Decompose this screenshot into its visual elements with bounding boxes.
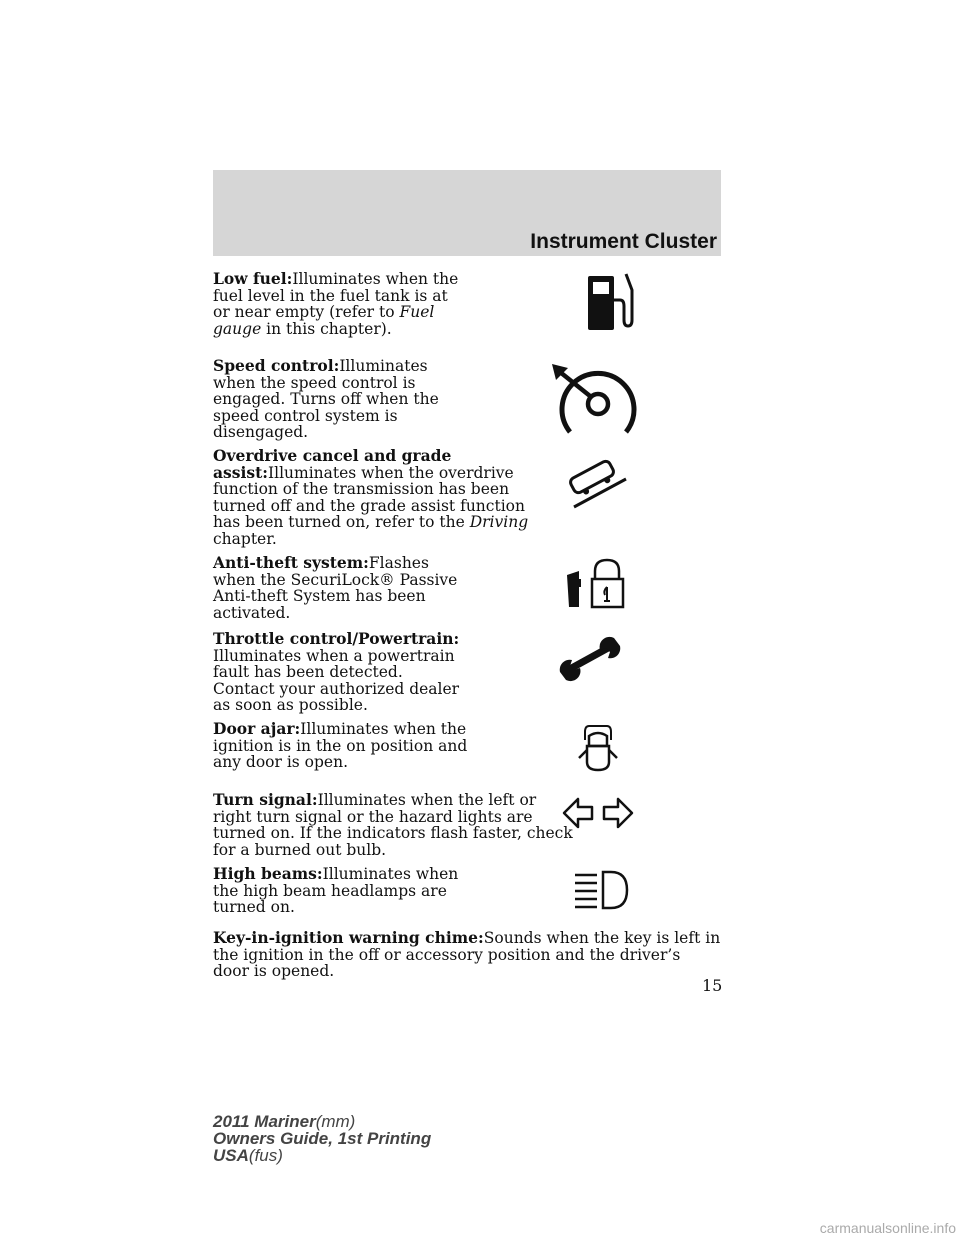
entry-throttle-control bbox=[213, 631, 468, 714]
entry-term: Throttle control/Powertrain: bbox=[213, 629, 460, 648]
entry-reference: Fuel gauge bbox=[213, 303, 435, 338]
wrench-icon bbox=[556, 634, 624, 682]
section-title: Instrument Cluster bbox=[530, 230, 717, 253]
turn-signal-icon bbox=[562, 796, 634, 830]
entry-speed-control bbox=[213, 358, 468, 441]
fuel-pump-icon bbox=[586, 270, 638, 332]
entry-term: Low fuel: bbox=[213, 269, 293, 288]
footer-market: USA bbox=[213, 1146, 249, 1165]
entry-term: Key-in-ignition warning chime: bbox=[213, 928, 484, 947]
entry-text: Illuminates when the fuel level in the fuel tank is at or near empty (refer to bbox=[213, 270, 459, 321]
entry-overdrive-cancel bbox=[213, 448, 543, 547]
entry-text: Illuminates when the left or right turn signal or the hazard lights are turned on. If the indicators flash faster, check for a burned out bulb. bbox=[213, 791, 573, 859]
entry-text: Illuminates when the high beam headlamps are turned on. bbox=[213, 865, 459, 916]
entry-text: Illuminates when a powertrain fault has been detected. Contact your authorized dealer as soon as possible. bbox=[213, 646, 460, 714]
anti-theft-icon bbox=[565, 557, 627, 611]
header-band bbox=[213, 170, 721, 256]
entry-key-in-ignition bbox=[213, 930, 721, 980]
entry-turn-signal bbox=[213, 792, 573, 858]
entry-term: Turn signal: bbox=[213, 790, 318, 809]
speed-control-icon bbox=[548, 362, 638, 436]
footer bbox=[213, 1113, 431, 1164]
page-number: 15 bbox=[702, 976, 723, 995]
entry-anti-theft bbox=[213, 555, 468, 621]
entry-reference: Driving bbox=[469, 513, 529, 531]
entry-low-fuel bbox=[213, 271, 468, 337]
entry-term: Door ajar: bbox=[213, 719, 301, 738]
door-ajar-icon bbox=[577, 722, 619, 776]
entry-high-beams bbox=[213, 866, 468, 916]
entry-text-end: in this chapter). bbox=[261, 319, 392, 338]
watermark: carmanualsonline.info bbox=[819, 1220, 956, 1236]
entry-term: Speed control: bbox=[213, 356, 340, 375]
footer-model-code: (mm) bbox=[315, 1112, 356, 1131]
entry-term: Overdrive cancel and grade assist: bbox=[213, 446, 452, 482]
high-beam-icon bbox=[573, 869, 629, 911]
entry-text: Flashes when the SecuriLock® Passive Anti-theft System has been activated. bbox=[213, 554, 458, 622]
footer-edition: Owners Guide, 1st Printing bbox=[213, 1129, 432, 1148]
entry-term: Anti-theft system: bbox=[213, 553, 369, 572]
entry-text: Illuminates when the ignition is in the on position and any door is open. bbox=[213, 720, 468, 771]
entry-text: Illuminates when the overdrive function of the transmission has been turned off and the grade assist function has been turned on, refer to the bbox=[213, 463, 525, 531]
entry-text: Sounds when the key is left in the ignition in the off or accessory position and the driver’s door is opened. bbox=[213, 929, 721, 980]
footer-market-code: (fus) bbox=[248, 1146, 283, 1165]
entry-text-end: chapter. bbox=[213, 529, 277, 548]
entry-text: Illuminates when the speed control is engaged. Turns off when the speed control system is disengaged. bbox=[213, 357, 439, 441]
grade-assist-icon bbox=[560, 455, 630, 511]
footer-model: 2011 Mariner bbox=[213, 1112, 316, 1131]
entry-door-ajar bbox=[213, 721, 468, 771]
entry-term: High beams: bbox=[213, 864, 323, 883]
